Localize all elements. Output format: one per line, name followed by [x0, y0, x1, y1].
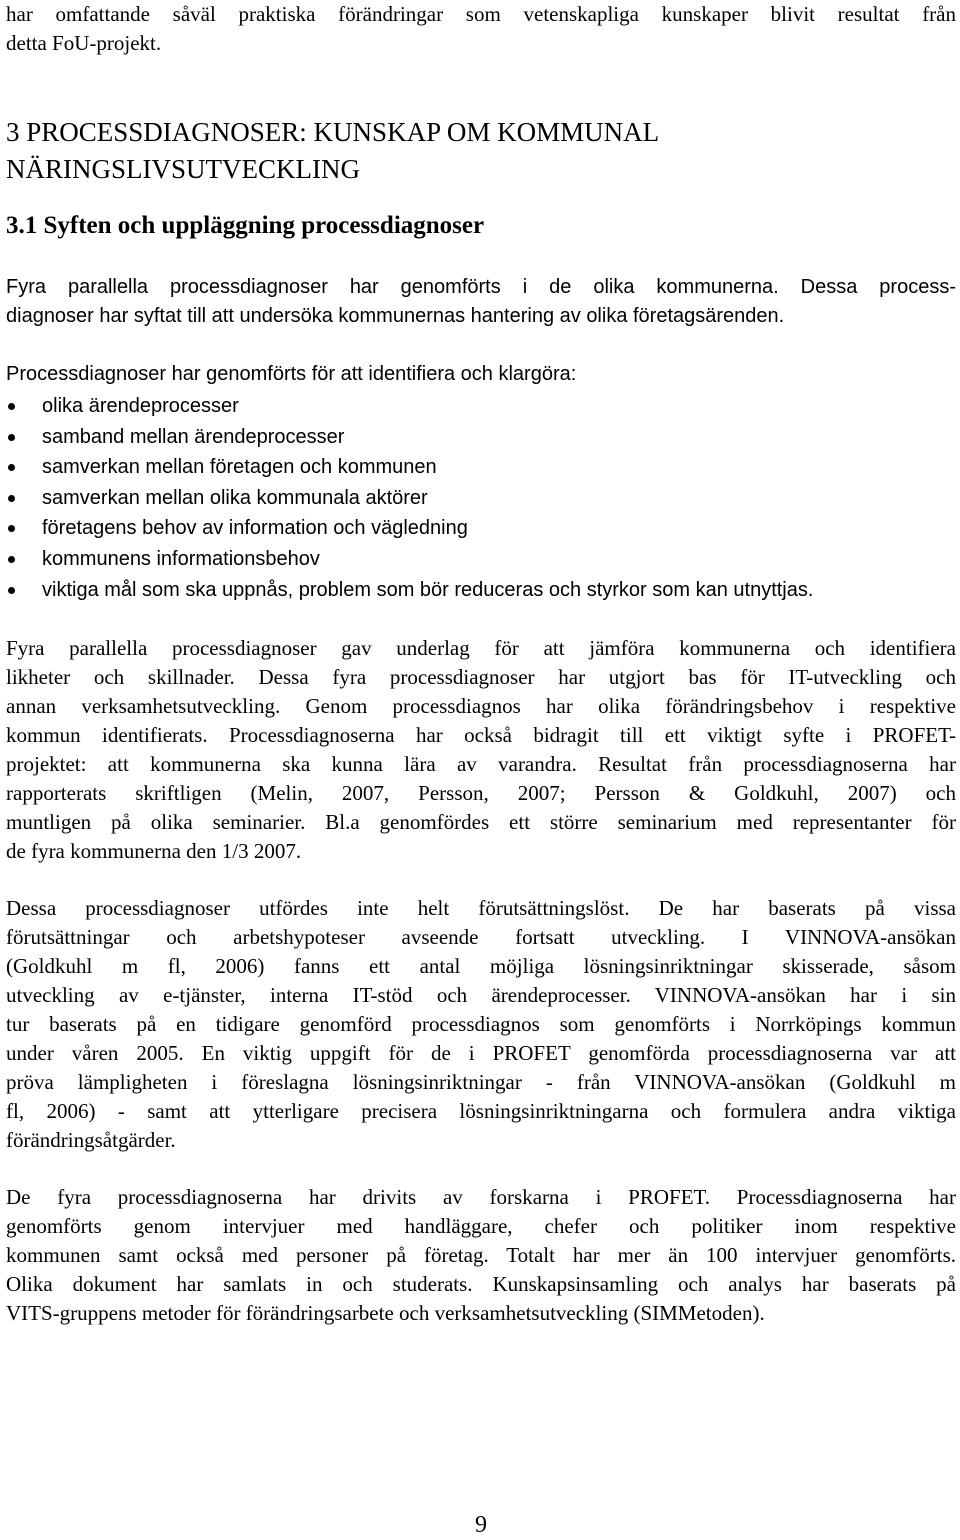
bullet-icon — [8, 495, 15, 502]
text-line: under våren 2005. En viktig uppgift för de i PROFET genomförda processdiagnoserna var att — [6, 1041, 956, 1065]
document-page — [6, 0, 956, 1537]
text-line: tur baserats på en tidigare genomförd processdiagnos som genomförts i Norrköpings kommun — [6, 1012, 956, 1036]
section-intro-paragraph — [6, 273, 956, 331]
list-intro: Processdiagnoser har genomförts för att identifiera och klargöra: — [6, 363, 577, 385]
list-item — [6, 575, 956, 606]
heading-line: NÄRINGSLIVSUTVECKLING — [6, 154, 360, 184]
text-line: diagnoser har syftat till att undersöka kommunernas hantering av olika företagsärenden. — [6, 305, 785, 327]
text-line: rapporterats skriftligen (Melin, 2007, Persson, 2007; Persson & Goldkuhl, 2007) och — [6, 781, 956, 805]
list-item — [6, 483, 956, 514]
list-item-text: företagens behov av information och vägledning — [42, 517, 468, 540]
chapter-heading — [6, 114, 659, 188]
text-line: Fyra parallella processdiagnoser har genomförts i de olika kommunerna. Dessa process- — [6, 276, 956, 298]
list-item — [6, 513, 956, 544]
list-item-text: olika ärendeprocesser — [42, 395, 239, 417]
list-item-text: samverkan mellan företagen och kommunen — [42, 456, 437, 479]
text-line: annan verksamhetsutveckling. Genom processdiagnos har olika förändringsbehov i respektive — [6, 694, 956, 718]
bullet-icon — [8, 587, 15, 594]
list-item — [6, 544, 956, 575]
bullet-icon — [8, 434, 15, 441]
bullet-icon — [8, 556, 15, 563]
heading-line: 3 PROCESSDIAGNOSER: KUNSKAP OM KOMMUNAL — [6, 117, 660, 147]
list-item — [6, 452, 956, 483]
text-line: fl, 2006) - samt att ytterligare precisera lösningsinriktningarna och formulera andra viktiga — [6, 1099, 956, 1123]
bullet-icon — [8, 403, 15, 410]
text-line: de fyra kommunerna den 1/3 2007. — [6, 839, 302, 863]
text-line: VITS-gruppens metoder för förändringsarbete och verksamhetsutveckling (SIMMetoden). — [6, 1301, 765, 1325]
text-line: Fyra parallella processdiagnoser gav underlag för att jämföra kommunerna och identifiera — [6, 636, 956, 660]
list-item-text: samband mellan ärendeprocesser — [42, 425, 345, 448]
text-line: kommun identifierats. Processdiagnoserna har också bidragit till ett viktigt syfte i PROFET- — [6, 723, 956, 747]
bullet-icon — [8, 525, 15, 532]
bullet-list — [6, 391, 956, 605]
section-heading: 3.1 Syften och uppläggning processdiagnoser — [6, 212, 485, 239]
text-line: förändringsåtgärder. — [6, 1128, 176, 1152]
text-line: kommunen samt också med personer på företag. Totalt har mer än 100 intervjuer genomförts. — [6, 1243, 956, 1267]
text-line: Olika dokument har samlats in och studerats. Kunskapsinsamling och analys har baserats på — [6, 1272, 956, 1296]
text-line: detta FoU-projekt. — [6, 31, 162, 55]
text-line: förutsättningar och arbetshypoteser avseende fortsatt utveckling. I VINNOVA-ansökan — [6, 925, 956, 949]
text-line: projektet: att kommunerna ska kunna lära av varandra. Resultat från processdiagnoserna har — [6, 752, 956, 776]
comparison-paragraph — [6, 634, 956, 866]
list-item-text: viktiga mål som ska uppnås, problem som bör reduceras och styrkor som kan utnyttjas. — [42, 578, 814, 601]
list-item — [6, 391, 956, 422]
text-line: (Goldkuhl m fl, 2006) fanns ett antal möjliga lösningsinriktningar skisserade, såsom — [6, 954, 956, 978]
list-item-text: samverkan mellan olika kommunala aktörer — [42, 486, 428, 509]
list-item — [6, 422, 956, 453]
text-line: pröva lämpligheten i föreslagna lösningsinriktningar - från VINNOVA-ansökan (Goldkuhl m — [6, 1070, 956, 1094]
page-number: 9 — [475, 1512, 487, 1538]
research-paragraph — [6, 1183, 956, 1328]
text-line: De fyra processdiagnoserna har drivits av forskarna i PROFET. Processdiagnoserna har — [6, 1185, 956, 1209]
text-line: utveckling av e-tjänster, interna IT-stöd och ärendeprocesser. VINNOVA-ansökan har i sin — [6, 983, 956, 1007]
text-line: Dessa processdiagnoser utfördes inte helt förutsättningslöst. De har baserats på vissa — [6, 896, 956, 920]
text-line: likheter och skillnader. Dessa fyra processdiagnoser har utgjort bas för IT-utveckling och — [6, 665, 956, 689]
text-line: har omfattande såväl praktiska förändringar som vetenskapliga kunskaper blivit resultat från — [6, 2, 956, 26]
list-item-text: kommunens informationsbehov — [42, 547, 320, 570]
assumptions-paragraph — [6, 894, 956, 1155]
text-line: genomförts genom intervjuer med handläggare, chefer och politiker inom respektive — [6, 1214, 956, 1238]
bullet-icon — [8, 464, 15, 471]
intro-paragraph — [6, 0, 956, 58]
text-line: muntligen på olika seminarier. Bl.a genomfördes ett större seminarium med representanter för — [6, 810, 956, 834]
